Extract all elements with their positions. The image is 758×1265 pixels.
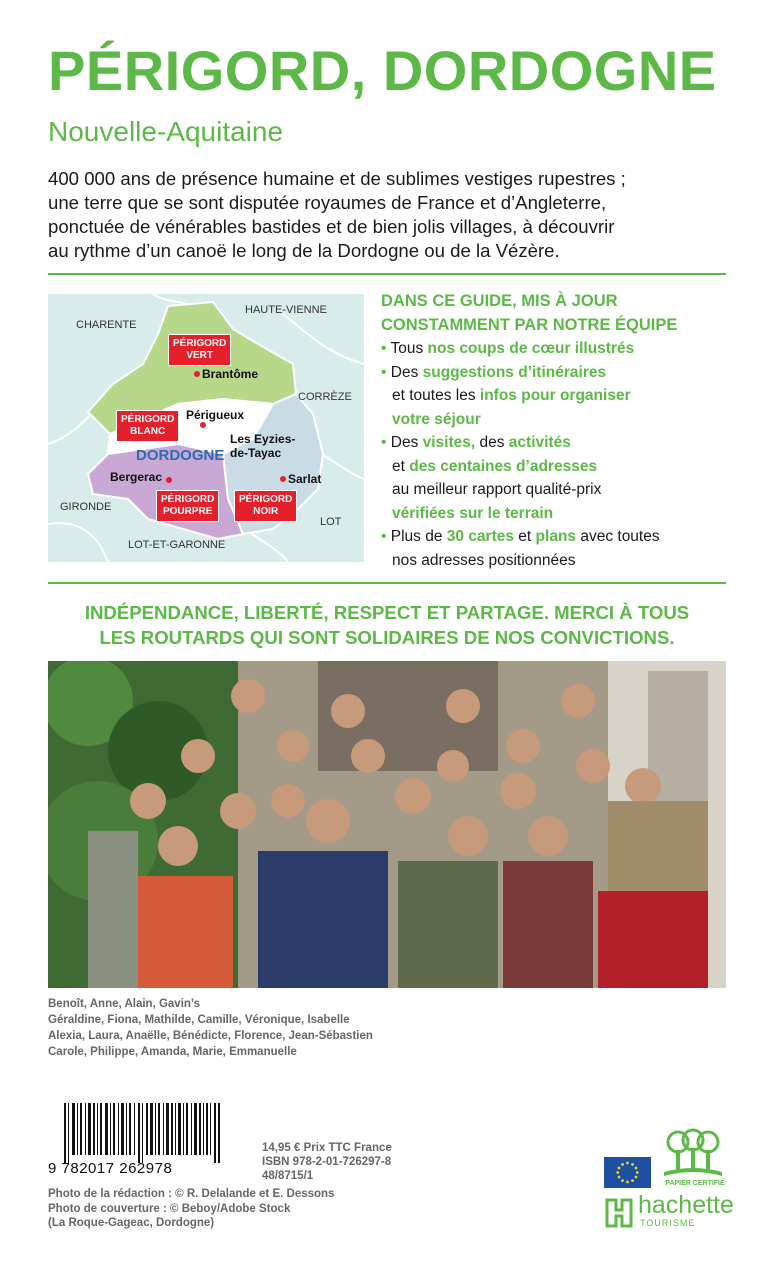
town-dot xyxy=(200,422,206,428)
slogan-line: INDÉPENDANCE, LIBERTÉ, RESPECT ET PARTAGE. MERCI À TOUS xyxy=(84,602,690,623)
intro-line: 400 000 ans de présence humaine et de sublimes vestiges rupestres ; xyxy=(48,168,626,189)
region-badge-line: PÉRIGORD xyxy=(239,494,293,505)
bullet-highlight: votre séjour xyxy=(392,410,481,428)
guide-heading: CONSTAMMENT PAR NOTRE ÉQUIPE xyxy=(381,315,678,334)
team-names-line: Carole, Philippe, Amanda, Marie, Emmanuelle xyxy=(48,1046,297,1058)
eu-flag-icon xyxy=(604,1157,651,1188)
bullet-text: et xyxy=(392,457,410,475)
intro-line: une terre que se sont disputée royaumes de France et d’Angleterre, xyxy=(48,192,607,213)
bullet-icon: • xyxy=(381,363,387,381)
region-badge-line: NOIR xyxy=(253,506,279,517)
region-map xyxy=(48,294,364,562)
bullet-highlight: activités xyxy=(508,434,571,451)
region-badge-line: VERT xyxy=(186,350,213,361)
hachette-logo-icon xyxy=(604,1197,634,1229)
neighbor-label: LOT-ET-GARONNE xyxy=(128,539,226,551)
guide-bullet-cont: au meilleur rapport qualité-prix xyxy=(392,481,602,498)
slogan xyxy=(48,600,726,650)
region-badge-pourpre xyxy=(156,490,219,522)
town-dot xyxy=(194,371,200,377)
page-title: PÉRIGORD, DORDOGNE xyxy=(48,39,717,102)
guide-bullet xyxy=(381,431,731,455)
team-names-line: Benoît, Anne, Alain, Gavin’s xyxy=(48,998,201,1010)
region-badge-line: PÉRIGORD xyxy=(161,494,215,505)
team-names-line: Alexia, Laura, Anaëlle, Bénédicte, Florence, Jean-Sébastien xyxy=(48,1030,373,1042)
region-badge-noir xyxy=(234,490,297,522)
neighbor-label: LOT xyxy=(320,516,342,528)
barcode-icon xyxy=(64,1103,222,1163)
barcode-number: 9 782017 262978 xyxy=(48,1160,173,1177)
region-badge-line: BLANC xyxy=(130,426,166,437)
bullet-highlight: plans xyxy=(535,528,577,545)
intro-line: au rythme d’un canoë le long de la Dordogne ou de la Vézère. xyxy=(48,240,560,261)
bullet-text: avec toutes xyxy=(576,528,660,545)
guide-bullet-cont xyxy=(381,408,731,432)
guide-bullet-cont: nos adresses positionnées xyxy=(392,551,576,569)
intro-line: ponctuée de vénérables bastides et de bien jolis villages, à découvrir xyxy=(48,216,615,237)
town-label: Les Eyzies- xyxy=(230,432,296,446)
bullet-highlight: suggestions d’itinéraires xyxy=(422,363,607,381)
credit-line: Photo de la rédaction : © R. Delalande et E. Dessons xyxy=(48,1188,335,1200)
guide-bullet xyxy=(381,361,731,385)
bullet-icon: • xyxy=(381,528,387,545)
neighbor-label: CORRÈZE xyxy=(298,391,352,403)
bullet-highlight: visites, xyxy=(422,434,476,451)
intro-paragraph xyxy=(48,167,738,263)
publisher-name: hachette xyxy=(638,1191,734,1219)
team-photo-image xyxy=(48,661,726,988)
town-dot xyxy=(166,477,172,483)
bullet-highlight: des centaines d’adresses xyxy=(409,457,598,475)
bullet-text: et toutes les xyxy=(392,387,480,404)
team-names-line: Géraldine, Fiona, Mathilde, Camille, Véronique, Isabelle xyxy=(48,1014,350,1026)
town-dot xyxy=(280,476,286,482)
bullet-highlight: 30 cartes xyxy=(446,528,514,545)
price: 14,95 € Prix TTC France xyxy=(262,1142,392,1154)
photo-credits xyxy=(48,1187,334,1231)
guide-bullet-cont xyxy=(381,455,731,479)
region-badge-blanc xyxy=(116,410,179,442)
guide-bullet-cont xyxy=(381,502,731,526)
guide-features xyxy=(381,290,731,572)
guide-heading: DANS CE GUIDE, MIS À JOUR xyxy=(381,292,618,310)
town-label: Brantôme xyxy=(202,367,259,381)
town-label: Bergerac xyxy=(110,470,163,484)
bullet-text: Tous xyxy=(390,340,428,357)
divider xyxy=(48,273,726,275)
region-badge-line: PÉRIGORD xyxy=(121,414,175,425)
page-subtitle: Nouvelle-Aquitaine xyxy=(48,116,284,147)
bullet-icon: • xyxy=(381,340,387,357)
neighbor-label: CHARENTE xyxy=(76,319,137,331)
guide-bullet xyxy=(381,337,731,361)
isbn: ISBN 978-2-01-726297-8 xyxy=(262,1156,392,1168)
bullet-text: et xyxy=(514,528,536,545)
guide-bullet-cont xyxy=(381,384,731,408)
bullet-highlight: nos coups de cœur illustrés xyxy=(427,340,635,357)
publisher-subtitle: TOURISME xyxy=(640,1218,696,1228)
divider xyxy=(48,582,726,584)
region-badge-vert xyxy=(168,334,231,366)
credit-line: (La Roque-Gageac, Dordogne) xyxy=(48,1217,215,1229)
department-label: DORDOGNE xyxy=(136,447,225,464)
neighbor-label: GIRONDE xyxy=(60,501,112,513)
region-badge-line: PÉRIGORD xyxy=(173,338,227,349)
region-badge-line: POURPRE xyxy=(162,506,213,517)
credit-line: Photo de couverture : © Beboy/Adobe Stock xyxy=(48,1202,291,1215)
bullet-text: des xyxy=(475,434,509,451)
town-label: de-Tayac xyxy=(230,446,282,460)
guide-bullet xyxy=(381,525,731,549)
papier-label: PAPIER CERTIFIÉ xyxy=(665,1180,725,1187)
team-photo xyxy=(48,661,726,988)
bullet-icon: • xyxy=(381,434,387,451)
slogan-line: LES ROUTARDS QUI SONT SOLIDAIRES DE NOS CONVICTIONS. xyxy=(99,627,675,648)
publication-info xyxy=(262,1141,392,1183)
neighbor-label: HAUTE-VIENNE xyxy=(245,304,327,316)
town-label: Périgueux xyxy=(186,408,245,422)
bullet-text: Plus de xyxy=(390,528,447,545)
reference: 48/8715/1 xyxy=(262,1170,314,1182)
bullet-highlight: infos pour organiser xyxy=(479,387,631,404)
bullet-text: Des xyxy=(390,363,423,381)
bullet-text: Des xyxy=(390,434,423,451)
team-names xyxy=(48,996,373,1060)
bullet-highlight: vérifiées sur le terrain xyxy=(392,504,554,522)
town-label: Sarlat xyxy=(288,472,322,486)
tree-logo-icon xyxy=(660,1128,726,1188)
